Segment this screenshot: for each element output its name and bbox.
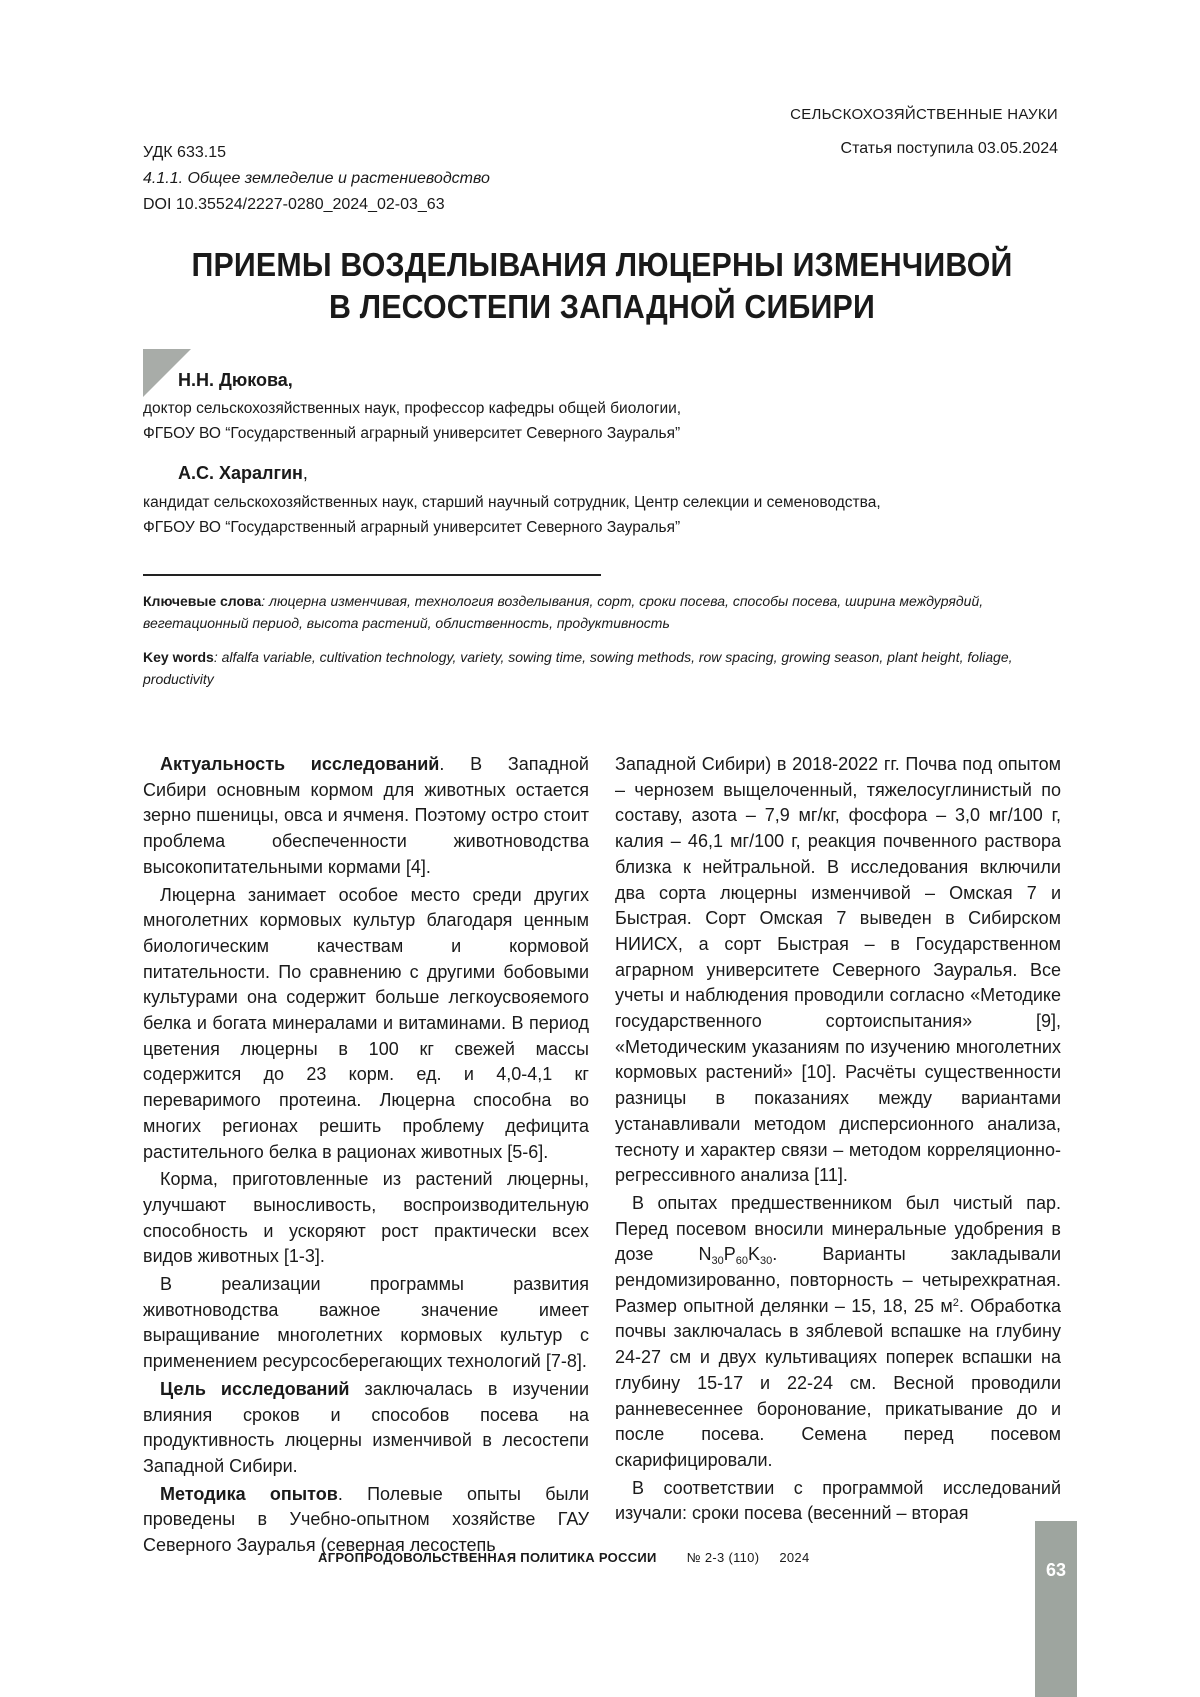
author-2-name-suffix: ,	[302, 463, 308, 483]
keywords-en	[143, 646, 1063, 690]
author-2-name	[178, 463, 308, 484]
keywords-ru-text: : люцерна изменчивая, технология возделывания, сорт, сроки посева, способы посева, ширина междурядий, вегетационный период, высота растений, облиственность, продуктивность	[143, 593, 984, 631]
author-1-name: Н.Н. Дюкова,	[178, 370, 293, 390]
udk-code: УДК 633.15	[143, 144, 226, 161]
paragraph-relevance	[143, 752, 589, 881]
section-divider	[143, 574, 601, 576]
paragraph-method	[143, 1482, 589, 1559]
k-symbol: K	[748, 1244, 761, 1265]
page-footer	[318, 1550, 809, 1565]
p-subscript: 60	[735, 1255, 749, 1268]
keywords-en-text: : alfalfa variable, cultivation technology, variety, sowing time, sowing methods, row spacing, growing season, plant height, foliage, productivity	[143, 649, 1013, 687]
body-column-right	[615, 752, 1061, 1529]
keywords-ru-label: Ключевые слова	[143, 593, 262, 609]
title-line-1: ПРИЕМЫ ВОЗДЕЛЫВАНИЯ ЛЮЦЕРНЫ ИЗМЕНЧИВОЙ	[191, 246, 1013, 283]
specialty-code: 4.1.1. Общее земледелие и растениеводство	[143, 170, 490, 187]
author-1-affiliation: ФГБОУ ВО “Государственный аграрный университет Северного Зауралья”	[143, 425, 681, 442]
page-number: 63	[1045, 1560, 1067, 1580]
paragraph-program: В реализации программы развития животноводства важное значение имеет выращивание многолетних кормовых культур с применением ресурсосберегающих технологий [7-8].	[143, 1274, 589, 1372]
m2-superscript: 2	[952, 1296, 959, 1309]
author-2-position: кандидат сельскохозяйственных наук, старший научный сотрудник, Центр селекции и семеноводства,	[143, 494, 881, 511]
author-2-affiliation: ФГБОУ ВО “Государственный аграрный университет Северного Зауралья”	[143, 519, 681, 536]
fertilizer-text-a: В опытах предшественником был чистый пар. Перед посевом вносили минеральные удобрения в дозе N	[615, 1192, 1061, 1265]
section-label: СЕЛЬСКОХОЗЯЙСТВЕННЫЕ НАУКИ	[790, 106, 1058, 123]
page-number-tab	[1035, 1521, 1077, 1697]
journal-year: 2024	[779, 1550, 810, 1565]
paragraph-feed: Корма, приготовленные из растений люцерны, улучшают выносливость, воспроизводительную способность и ускоряют рост практически всех видов животных [1-3].	[143, 1169, 589, 1267]
title-line-2: В ЛЕСОСТЕПИ ЗАПАДНОЙ СИБИРИ	[328, 288, 876, 325]
body-column-left	[143, 752, 589, 1561]
author-2-name-text: А.С. Харалгин	[178, 463, 303, 483]
keywords-en-label: Key words	[143, 649, 214, 665]
journal-name: АГРОПРОДОВОЛЬСТВЕННАЯ ПОЛИТИКА РОССИИ	[318, 1550, 657, 1565]
article-meta	[143, 140, 490, 218]
paragraph-alfalfa: Люцерна занимает особое место среди других многолетних кормовых культур благодаря ценным биологическим качествам и кормовой питательности. По сравнению с другими бобовыми культурами она содержит больше легкоусвояемого белка и богата минералами и витаминами. В период цветения люцерны в 100 кг свежей массы содержится до 23 корм. ед. и 4,0-4,1 кг переваримого протеина. Люцерна способна во многих регионах решить проблему дефицита растительного белка в рационах животных [5-6].	[143, 884, 589, 1162]
paragraph-goal	[143, 1377, 589, 1480]
doi: DOI 10.35524/2227-0280_2024_02-03_63	[143, 196, 445, 213]
paragraph-program-study: В соответствии с программой исследований изучали: сроки посева (весенний – вторая	[615, 1477, 1061, 1524]
p-symbol: P	[723, 1244, 736, 1265]
article-title	[180, 244, 1025, 328]
author-2-info	[143, 490, 881, 540]
keywords-ru	[143, 590, 1063, 634]
method-text: . Полевые опыты были проведены в Учебно-опытном хозяйстве ГАУ Северного Зауралья (северная лесостепь	[143, 1483, 590, 1556]
relevance-text: . В Западной Сибири основным кормом для животных остается зерно пшеницы, овса и ячменя. Поэтому остро стоит проблема обеспеченности животноводства высокопитательными кормами [4].	[143, 754, 589, 877]
journal-issue: № 2-3 (110)	[686, 1550, 760, 1565]
received-date: Статья поступила 03.05.2024	[840, 140, 1058, 157]
relevance-heading: Актуальность исследований	[160, 754, 440, 774]
paragraph-fertilizer	[615, 1191, 1061, 1474]
paragraph-site: Западной Сибири) в 2018-2022 гг. Почва под опытом – чернозем выщелоченный, тяжелосуглинистый по составу, азота – 7,9 мг/кг, фосфора – 3,0 мг/100 г, калия – 46,1 мг/100 г, реакция почвенного раствора близка к нейтральной. В исследования включили два сорта люцерны изменчивой – Омская 7 и Быстрая. Сорт Омская 7 выведен в Сибирском НИИСХ, а сорт Быстрая – в Государственном аграрном университете Северного Зауралья. Все учеты и наблюдения проводили согласно «Методике государственного сортоиспытания» [9], «Методическим указаниям по изучению многолетних кормовых растений» [10]. Расчёты существенности разницы в показаниях между вариантами устанавливали методом дисперсионного анализа, тесноту и характер связи – методом корреляционно-регрессивного анализа [11].	[615, 754, 1061, 1186]
n-subscript: 30	[711, 1255, 724, 1268]
author-1-position: доктор сельскохозяйственных наук, профессор кафедры общей биологии,	[143, 400, 682, 417]
fertilizer-text-b: . Варианты закладывали рендомизированно, повторность – четырехкратная. Размер опытной делянки – 15, 18, 25 м	[615, 1244, 1061, 1316]
method-heading: Методика опытов	[160, 1483, 338, 1504]
author-1-info	[143, 396, 681, 446]
goal-heading: Цель исследований	[160, 1378, 350, 1399]
fertilizer-text-c: . Обработка почвы заключалась в зяблевой вспашке на глубину 24-27 см и двух культивациях поперек вспашки на глубину 15-17 и 22-24 см. Весной проводили ранневесеннее боронование, прикатывание до и после посева. Семена перед посевом скарифицировали.	[615, 1295, 1061, 1470]
goal-text: заключалась в изучении влияния сроков и способов посева на продуктивность люцерны изменчивой в лесостепи Западной Сибири.	[143, 1378, 590, 1476]
k-subscript: 30	[760, 1255, 773, 1268]
